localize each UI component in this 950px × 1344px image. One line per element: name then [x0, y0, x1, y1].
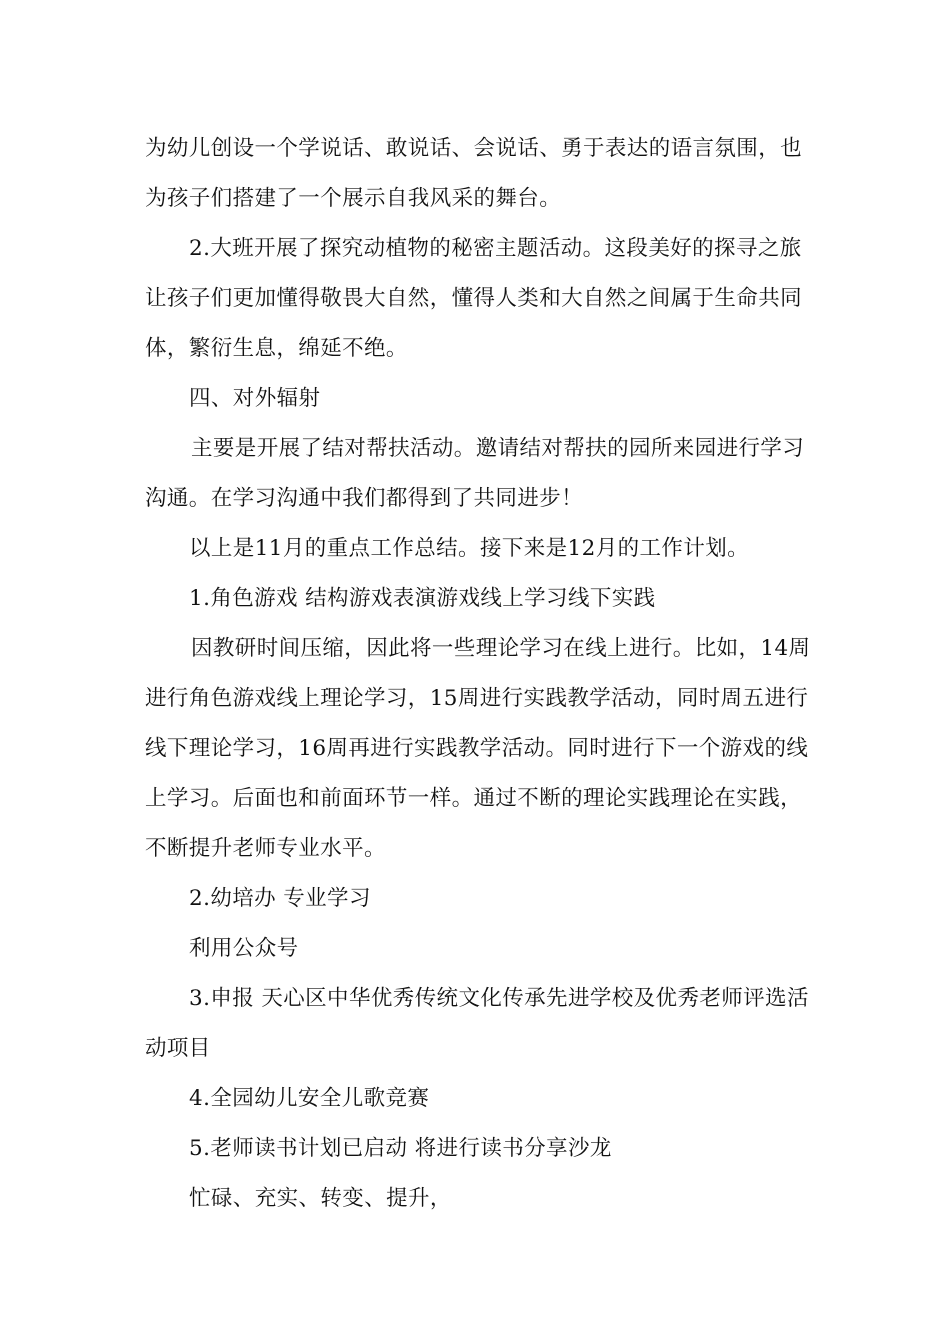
paragraph-public-account: 利用公众号	[189, 936, 299, 961]
plan-item-5-reading-plan: 5.老师读书计划已启动 将进行读书分享沙龙	[189, 1136, 612, 1161]
paragraph-closing-words: 忙碌、充实、转变、提升，	[189, 1186, 452, 1211]
plan-item-3-application: 3.申报 天心区中华优秀传统文化传承先进学校及优秀老师评选活动项目	[145, 986, 809, 1061]
document-body	[145, 124, 813, 1224]
paragraph-intro-continuation: 为幼儿创设一个学说话、敢说话、会说话、勇于表达的语言氛围，也为孩子们搭建了一个展示自我风采的舞台。	[145, 136, 803, 211]
paragraph-online-learning-detail: 因教研时间压缩，因此将一些理论学习在线上进行。比如，14周进行角色游戏线上理论学习，15周进行实践教学活动，同时周五进行线下理论学习，16周再进行实践教学活动。同时进行下一个游戏的线上学习。后面也和前面环节一样。通过不断的理论实践理论在实践，不断提升老师专业水平。	[145, 636, 811, 861]
plan-item-4-safety-song: 4.全园幼儿安全儿歌竞赛	[189, 1086, 430, 1111]
section-heading-outreach: 四、对外辐射	[189, 386, 321, 411]
paragraph-pairing-assistance: 主要是开展了结对帮扶活动。邀请结对帮扶的园所来园进行学习沟通。在学习沟通中我们都得到了共同进步！	[145, 436, 805, 511]
plan-item-2-training-office: 2.幼培办 专业学习	[189, 886, 371, 911]
paragraph-summary-transition: 以上是11月的重点工作总结。接下来是12月的工作计划。	[189, 536, 750, 561]
plan-item-1-games: 1.角色游戏 结构游戏表演游戏线上学习线下实践	[189, 586, 656, 611]
paragraph-item-2-senior-class: 2.大班开展了探究动植物的秘密主题活动。这段美好的探寻之旅让孩子们更加懂得敬畏大自然，懂得人类和大自然之间属于生命共同体，繁衍生息，绵延不绝。	[145, 236, 803, 361]
